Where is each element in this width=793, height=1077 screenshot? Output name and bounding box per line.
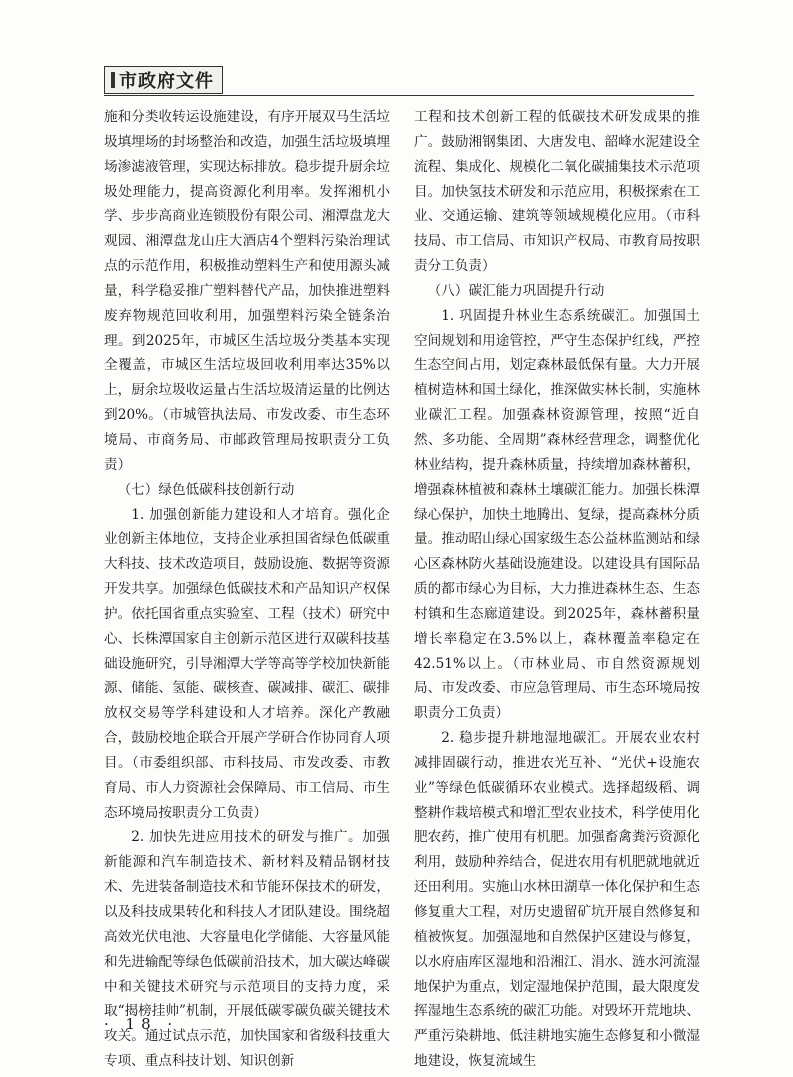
section-heading: （七）绿色低碳科技创新行动: [117, 481, 295, 498]
paragraph: 施和分类收转运设施建设，有序开展双马生活垃圾填埋场的封场整治和改造，加强生活垃圾填埋场渗滤液管理，实现达标排放。稳步提升厨余垃圾处理能力，提高资源化利用率。发挥湘机小学、步步高商业连锁股份有限公司、湘潭盘龙大观园、湘潭盘龙山庄大酒店4个塑料污染治理试点的示范作用，积极推动塑料生产和使用源头减量，科学稳妥推广塑料替代产品，加快推进塑料废弃物规范回收利用，加强塑料污染全链条治理。到2025年，市城区生活垃圾分类基本实现全覆盖，市城区生活垃圾回收利用率达35%以上，厨余垃圾收运量占生活垃圾清运量的比例达到20%。（市城管执法局、市发改委、市生态环境局、市商务局、市邮政管理局按职责分工负责）: [104, 109, 390, 473]
paragraph: 2. 稳步提升耕地湿地碳汇。开展农业农村减排固碳行动，推进农光互补、“光伏+设施农业”等绿色低碳循环农业模式。选择超级稻、调整耕作栽培模式和增汇型农业技术，科学使用化肥农药，推广使用有机肥。加强畜禽粪污资源化利用，鼓励种养结合，促进农用有机肥就地就近还田利用。实施山水林田湖草一体化保护和生态修复重大工程，对历史遗留矿坑开展自然修复和植被恢复。加强湿地和自然保护区建设与修复，以水府庙库区湿地和沿湘江、涓水、涟水河流湿地保护为重点，划定湿地保护范围，最大限度发挥湿地生态系统的碳汇功能。对毁坏开荒地块、严重污染耕地、低洼耕地实施生态修复和小微湿地建设，恢复流域生: [414, 730, 700, 1070]
paragraph: 1. 巩固提升林业生态系统碳汇。加强国土空间规划和用途管控，严守生态保护红线，严控生态空间占用，划定森林最低保有量。大力开展植树造林和国土绿化，推深做实林长制，实施林业碳汇工程。加强森林资源管理，按照“近自然、多功能、全周期”森林经营理念，调整优化林业结构，提升森林质量，持续增加森林蓄积，增强森林植被和森林土壤碳汇能力。加强长株潭绿心保护，加快土地腾出、复绿，提高森林分质量。推动昭山绿心国家级生态公益林监测站和绿心区森林防火基础设施建设。以建设具有国际品质的都市绿心为目标，大力推进森林生态、生态村镇和生态廊道建设。到2025年，森林蓄积量增长率稳定在3.5%以上，森林覆盖率稳定在42.51%以上。（市林业局、市自然资源规划局、市发改委、市应急管理局、市生态环境局按职责分工负责）: [414, 307, 700, 722]
paragraph: 工程和技术创新工程的低碳技术研发成果的推广。鼓励湘钢集团、大唐发电、韶峰水泥建设全流程、集成化、规模化二氧化碳捕集技术示范项目。加快氢技术研发和示范应用，积极探索在工业、交通运输、建筑等领域规模化应用。（市科技局、市工信局、市知识产权局、市教育局按职责分工负责）: [414, 109, 700, 275]
section-heading: （八）碳汇能力巩固提升行动: [427, 282, 605, 299]
header-bar-mark: [111, 72, 115, 88]
page-number: · 18 ·: [104, 1015, 179, 1033]
section-title: 市政府文件: [119, 71, 214, 92]
left-column: [104, 105, 390, 1074]
running-header: [104, 66, 694, 96]
header-rule: [104, 95, 694, 96]
paragraph: 2. 加快先进应用技术的研发与推广。加强新能源和汽车制造技术、新材料及精品钢材技术、先进装备制造技术和节能环保技术的研发，以及科技成果转化和科技人才团队建设。围绕超高效光伏电池、大容量电化学储能、大容量风能和先进输配等绿色低碳前沿技术，加大碳达峰碳中和关键技术研究与示范项目的支持力度，采取“揭榜挂帅”机制，开展低碳零碳负碳关键技术攻关。通过试点示范，加快国家和省级科技重大专项、重点科技计划、知识创新: [104, 829, 390, 1070]
paragraph: 1. 加强创新能力建设和人才培育。强化企业创新主体地位，支持企业承担国省绿色低碳重大科技、技术改造项目，鼓励设施、数据等资源开发共享。加强绿色低碳技术和产品知识产权保护。依托国省重点实验室、工程（技术）研究中心、长株潭国家自主创新示范区进行双碳科技基础设施研究，引导湘潭大学等高等学校加快新能源、储能、氢能、碳核查、碳减排、碳汇、碳排放权交易等学科建设和人才培养。深化产教融合，鼓励校地企联合开展产学研合作协同育人项目。（市委组织部、市科技局、市发改委、市教育局、市人力资源社会保障局、市工信局、市生态环境局按职责分工负责）: [104, 506, 390, 821]
section-label-box: [104, 66, 223, 94]
right-column: [414, 105, 700, 1074]
